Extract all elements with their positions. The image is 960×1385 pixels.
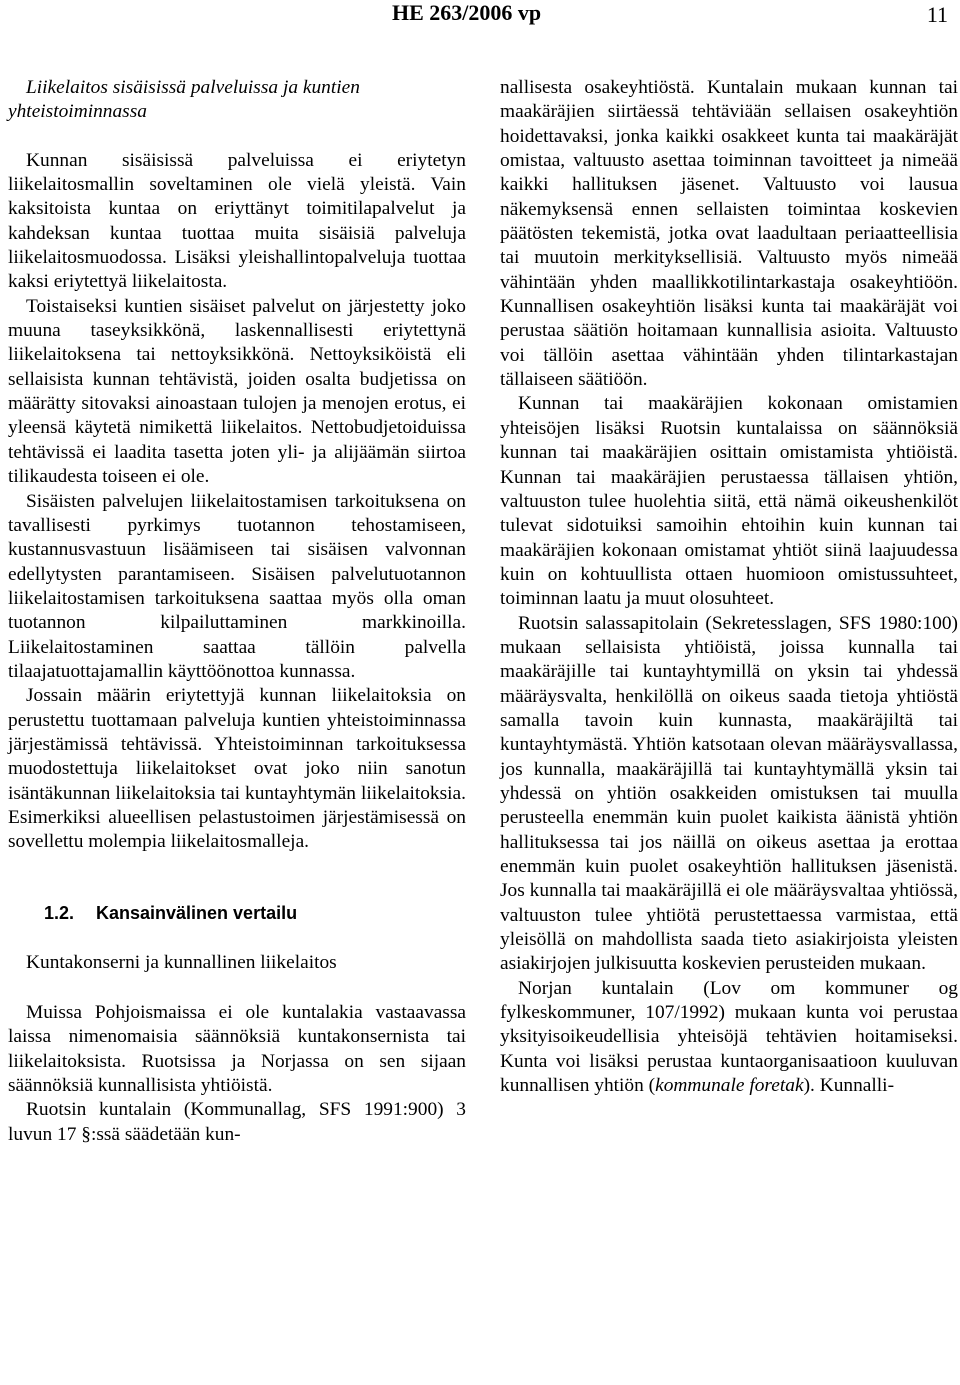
section-title: Kansainvälinen vertailu (96, 902, 298, 923)
subsection-title: Liikelaitos sisäisissä palveluissa ja kuntien yhteistoiminnassa (8, 77, 360, 123)
italic-term: kommunale foretak (655, 1075, 804, 1097)
paragraph (500, 977, 958, 1099)
paragraph-text: Norjan kuntalain (Lov om kommuner og fylkeskommuner, 107/1992) mukaan kunta voi perustaa yksityisoikeudellisia yhteisöjä tehtävien hoitamiseksi. Kunta voi lisäksi perustaa kuntaorganisaatioon kuuluvan kunnallisen yhtiön ( (500, 977, 958, 1097)
page-header (0, 0, 960, 40)
paragraph-tail: ). Kunnalli- (803, 1075, 895, 1097)
page-number: 11 (926, 2, 948, 27)
section-number: 1.2. (44, 902, 75, 923)
paragraph: Ruotsin kuntalain (Kommunallag, SFS 1991:900) 3 luvun 17 §:ssä säädetään kun- (8, 1099, 466, 1145)
paragraph: Kunnan sisäisissä palveluissa ei eriytetyn liikelaitosmallin soveltaminen ole vielä yleistä. Vain kaksitoista kuntaa on eriyttänyt toimitilapalvelut ja kahdeksan kuntaa tuottaa muita sisäisiä palveluja liikelaitosmuodossa. Lisäksi yleishallintopalveluja tuottaa kaksi eriytettyä liikelaitosta. (8, 149, 466, 293)
paragraph: nallisesta osakeyhtiöstä. Kuntalain mukaan kunnan tai maakäräjien siirtäessä tehtäviään sellaisen osakeyhtiön hoidettavaksi, jonka kaikki osakkeet kunta tai maakäräjät omistaa, valtuusto asettaa toiminnan tavoitteet ja nimeää kaikki hallituksen jäsenet. Valtuusto voi lausua näkemyksensä ennen sellaisten toimintaa koskevien päätösten tekemistä, jotka ovat laadultaan periaatteellisia tai muutoin merkityksellisiä. Valtuusto myös nimeää vähintään yhden maallikkotilintarkastaja osakeyhtiöön. Kunnallisen osakeyhtiön lisäksi kunta tai maakäräjät voi perustaa säätiön hoitamaan kunnallisia asioita. Valtuusto voi tällöin asettaa vähintään yhden tilintarkastajan tällaiseen säätiöön. (500, 77, 958, 391)
document-id: HE 263/2006 vp (392, 0, 542, 25)
paragraph: Jossain määrin eriytettyjä kunnan liikelaitoksia on perustettu tuottamaan palveluja kuntien yhteistoiminnassa järjestämissä tehtävissä. Yhteistoiminnan tarkoituksessa muodostettuja liikelaitokset ovat joko niin sanotun isäntäkunnan liikelaitoksia tai kuntayhtymän liikelaitoksia. Esimerkiksi alueellisen pelastustoimen järjestämisessä on sovellettu molempia liikelaitosmalleja. (8, 685, 466, 853)
paragraph: Toistaiseksi kuntien sisäiset palvelut on järjestetty joko muuna taseyksikkönä, laskennallisesti eriytettynä liikelaitoksena tai nettoyksikkönä. Nettoyksiköistä eli sellaisista kunnan tehtävistä, joiden osalta budjetissa on määrätty sitovaksi ainoastaan tulojen ja menojen erotus, ei yleensä käytetä nimikettä liikelaitos. Nettobudjetoiduissa tehtävissä ei laadita tasetta joten yli- ja alijäämän siirtoa tilikaudesta toiseen ei ole. (8, 295, 466, 488)
right-column (500, 76, 958, 1098)
paragraph: Sisäisten palvelujen liikelaitostamisen tarkoituksena on tavallisesti pyrkimys tuotannon tehostamiseen, kustannusvastuun lisäämiseen tai sisäisen valvonnan edellytysten parantamiseen. Sisäisen palvelutuotannon liikelaitostamisen tarkoituksena saattaa myös olla oman tuotannon kilpailuttaminen markkinoilla. Liikelaitostaminen saattaa tällöin palvella tilaajatuottajamallin käyttöönottoa kunnassa. (8, 490, 466, 682)
paragraph: Muissa Pohjoismaissa ei ole kuntalakia vastaavassa laissa nimenomaisia säännöksiä kuntakonsernista tai liikelaitoksista. Ruotsissa ja Norjassa on sen sijaan säännöksiä kunnallisista yhtiöistä. (8, 1002, 466, 1097)
left-column (8, 76, 466, 1147)
paragraph: Kunnan tai maakäräjien kokonaan omistamien yhteisöjen lisäksi Ruotsin kuntalaissa on säännöksiä kunnan tai maakäräjien osittain omistamista yhtiöistä. Kunnan tai maakäräjien perustaessa tällaisen yhtiön, valtuuston tulee huolehtia siitä, että nämä oikeushenkilöt tulevat sidotuiksi samoihin ehtoihin kuin kunnan tai maakäräjien kokonaan omistamat yhtiöt siinä laajuudessa kuin on kohtuullista ottaen huomioon omistussuhteet, toiminnan laatu ja muut olosuhteet. (500, 393, 958, 610)
section-heading (8, 901, 466, 925)
paragraph: Ruotsin salassapitolain (Sekretesslagen, SFS 1980:100) mukaan sellaisista yhtiöistä, joissa kunnalla tai maakäräjille tai kuntayhtymillä on yksin tai yhdessä määräysvalta, henkilöllä on oikeus saada tietoja yhtiöstä samalla tavoin kuin kunnasta, maakäräjiltä tai kuntayhtymästä. Yhtiön katsotaan olevan määräysvallassa, jos kunnalla, maakäräjillä tai kuntayhtymällä yksin tai yhdessä on yhtiön osakkeiden omistuksen tai muulla perusteella enemmän kuin puolet kaikista äänistä yhtiön hallituksessa tai jos näillä on oikeus asettaa ja erottaa enemmän kuin puolet osakeyhtiön hallituksen jäsenistä. Jos kunnalla tai maakäräjillä ei ole määräysvaltaa yhtiössä, valtuuston tulee yhtiötä perustettaessa varmistaa, että yleisöllä on mahdollista saada tieto asiakirjoista yleisten asiakirjojen julkisuutta koskevien perusteiden mukaan. (500, 612, 958, 975)
subsection-title-2: Kuntakonserni ja kunnallinen liikelaitos (26, 951, 337, 973)
